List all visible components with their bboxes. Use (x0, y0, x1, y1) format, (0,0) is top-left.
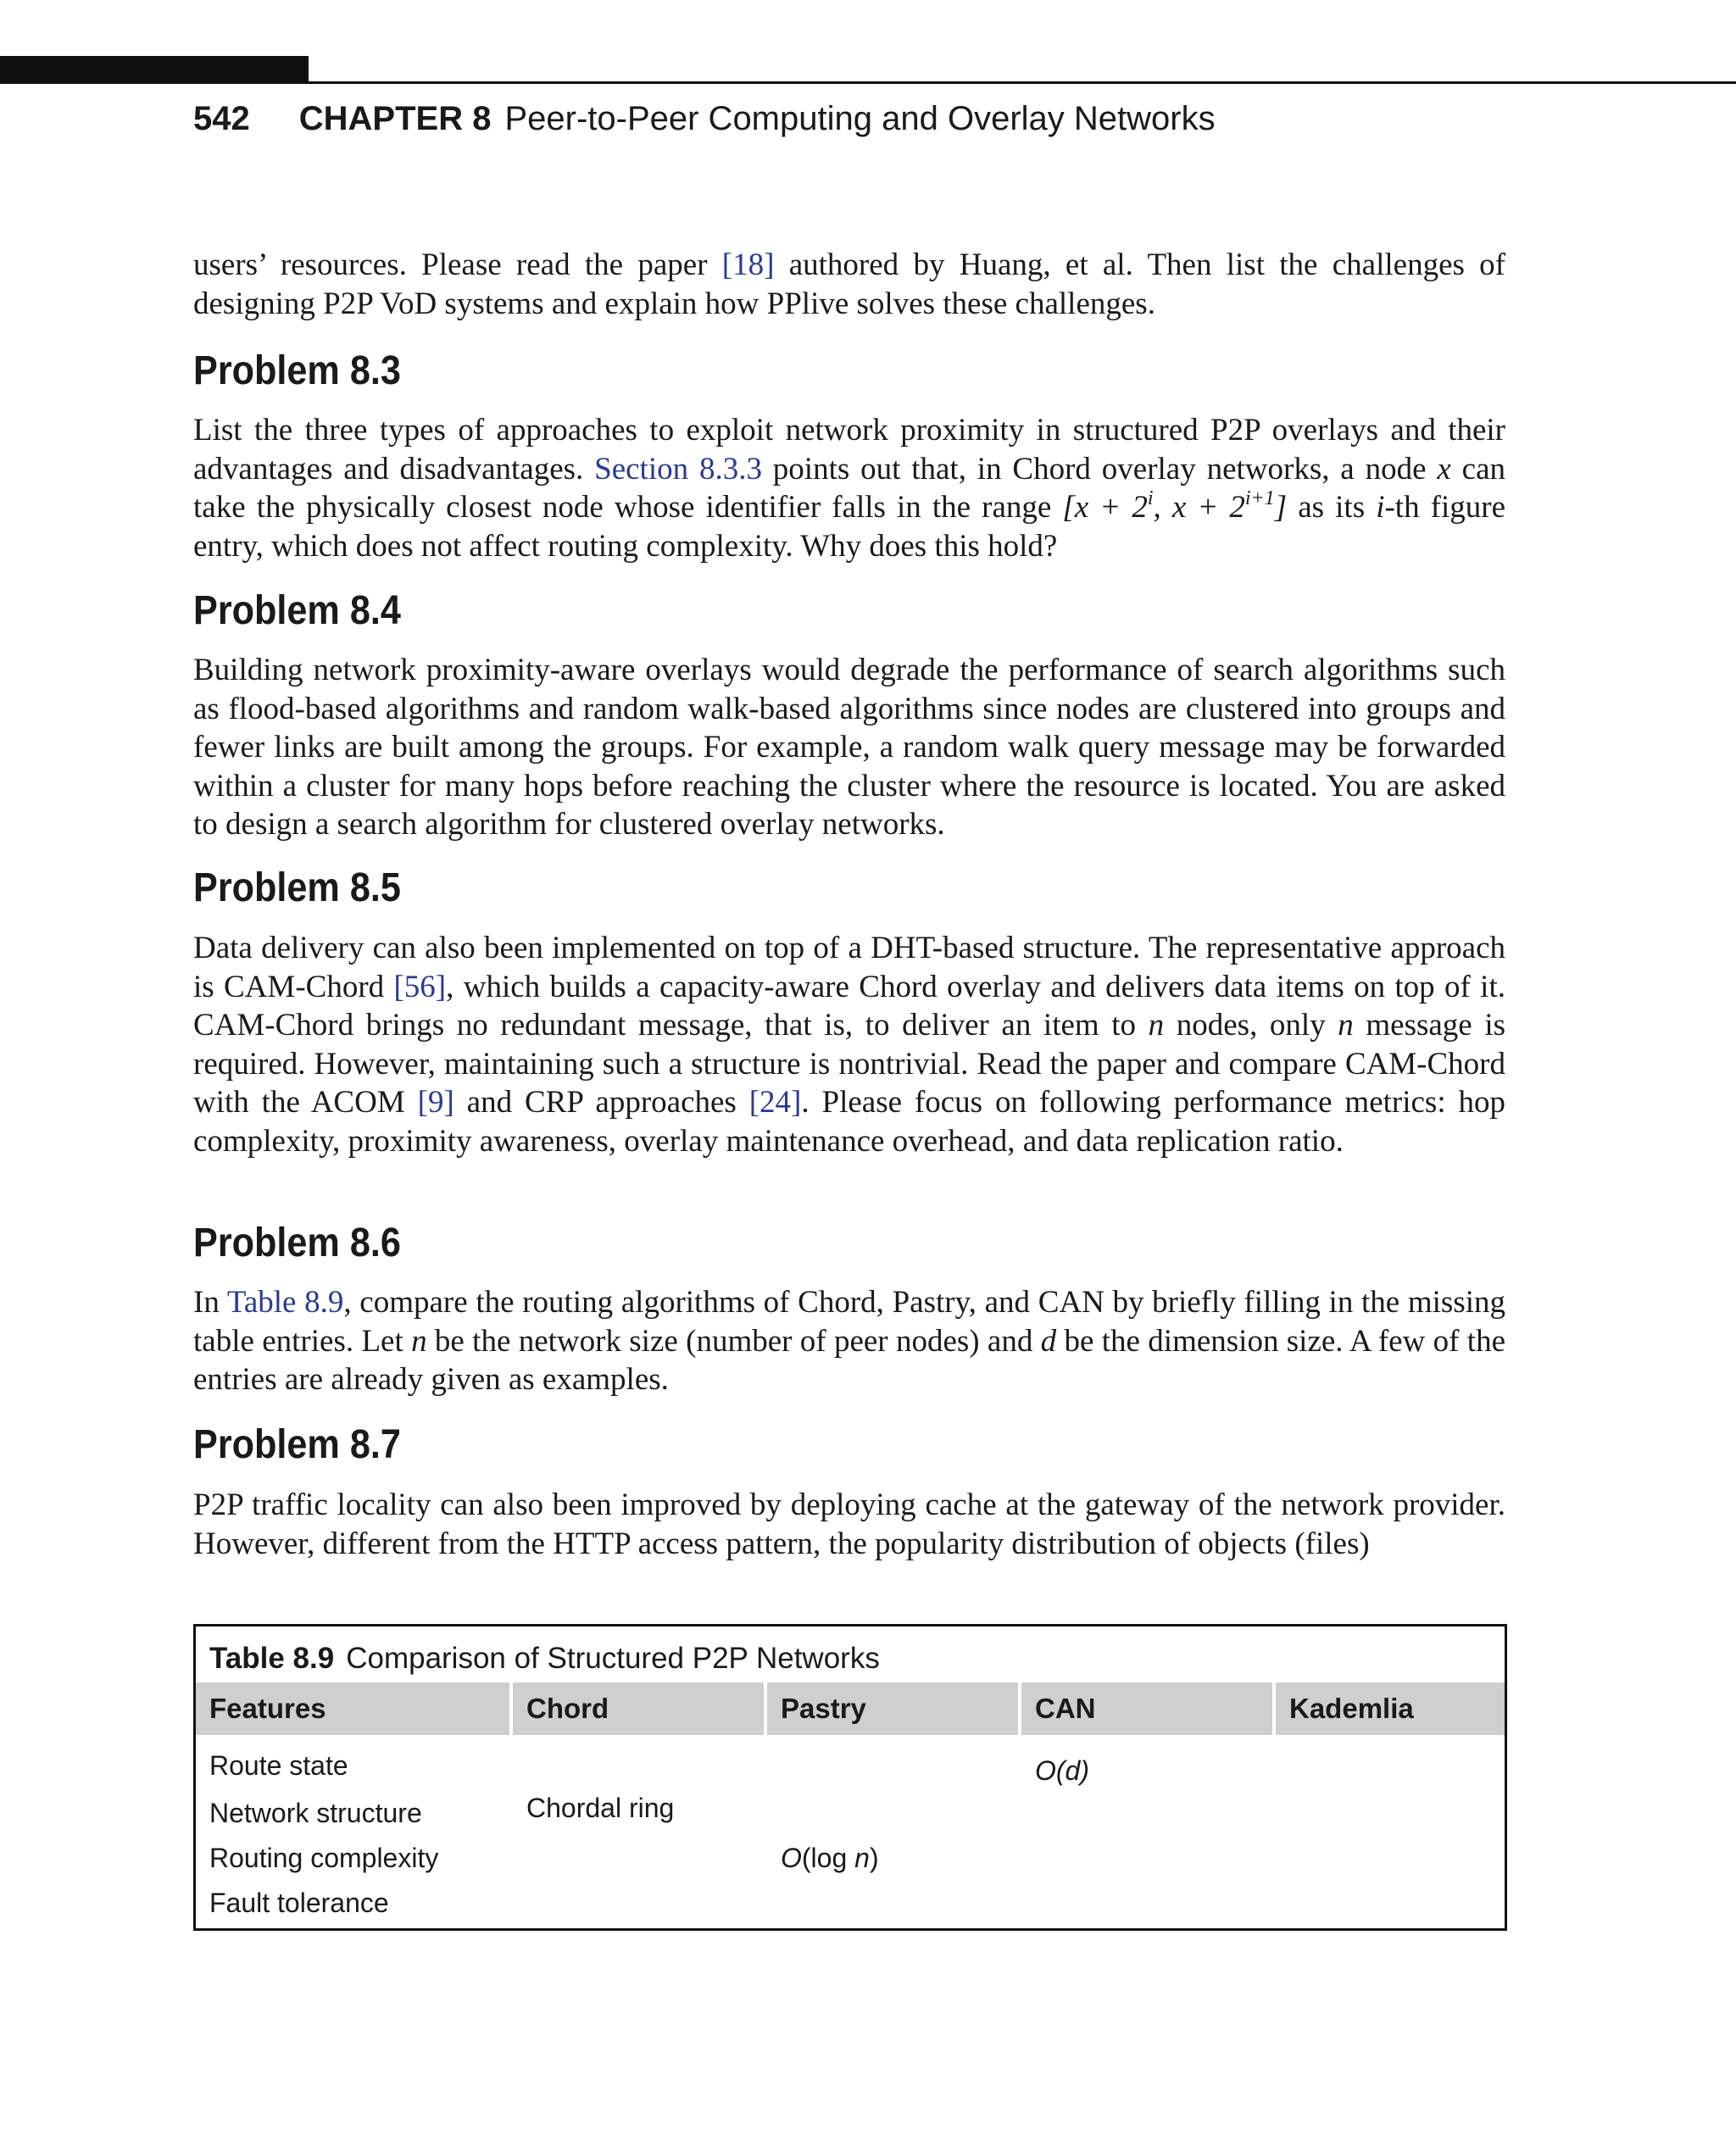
column-header-chord: Chord (513, 1682, 764, 1735)
range-expression: [$x + 2^i$, $x + 2^{i+1}$] (1062, 487, 1288, 525)
column-header-kademlia: Kademlia (1276, 1682, 1505, 1735)
table-caption-title: Comparison of Structured P2P Networks (346, 1642, 880, 1675)
table-caption-label: Table 8.9 (209, 1642, 335, 1675)
column-header-features: Features (196, 1682, 509, 1735)
row-label-routing-complexity: Routing complexity (209, 1843, 439, 1873)
row-label-route-state: Route state (209, 1750, 348, 1781)
table-link[interactable]: Table 8.9 (226, 1285, 344, 1320)
can-route-state-cell: O(d) (1035, 1755, 1089, 1786)
problem-8-7-heading: Problem 8.7 (193, 1422, 401, 1467)
running-head (193, 93, 1216, 144)
header-rule (309, 81, 1736, 84)
chapter-label: CHAPTER 8 (298, 100, 492, 137)
row-label-fault-tolerance: Fault tolerance (209, 1888, 389, 1918)
pastry-routing-complexity-cell: O(log n) (781, 1843, 879, 1873)
problem-8-7-text: P2P traffic locality can also been improved by deploying cache at the gateway of the network provider. However, different from the HTTP access pattern, the popularity distribution of objects (files) (193, 1488, 1505, 1561)
reference-link[interactable]: [9] (417, 1085, 454, 1120)
column-header-pastry: Pastry (767, 1682, 1018, 1735)
chord-network-structure-cell: Chordal ring (526, 1793, 675, 1823)
intro-paragraph: users’ resources. Please read the paper [18] authored by Huang, et al. Then list the challenges of designing P2P VoD systems and explain how PPlive solves these challenges. (193, 247, 1505, 321)
problem-8-4-text: Building network proximity-aware overlays would degrade the performance of search algorithms such as flood-based algorithms and random walk-based algorithms since nodes are clustered into groups and fewer links are built among the groups. For example, a random walk query message may be forwarded within a cluster for many hops before reaching the cluster where the resource is located. You are asked to design a search algorithm for clustered overlay networks. (193, 653, 1505, 842)
reference-link[interactable]: [18] (721, 247, 775, 282)
page-number: 542 (193, 100, 250, 137)
problem-8-5-text: Data delivery can also been implemented on top of a DHT-based structure. The representative approach is CAM-Chord [56], which builds a capacity-aware Chord overlay and delivers data items on top of it. CAM-Chord brings no redundant message, that is, to deliver an item to n nodes, only n message is required. However, maintaining such a structure is nontrivial. Read the paper and compare CAM-Chord with the ACOM [9] and CRP approaches [24]. Please focus on following performance metrics: hop complexity, proximity awareness, overlay maintenance overhead, and data replication ratio. (193, 931, 1506, 1159)
problem-8-6-text: In Table 8.9, compare the routing algorithms of Chord, Pastry, and CAN by briefly filling in the missing table entries. Let n be the network size (number of peer nodes) and d be the dimension size. A few of the entries are already given as examples. (193, 1285, 1505, 1397)
column-header-can: CAN (1021, 1682, 1272, 1735)
problem-8-3-text: List the three types of approaches to exploit network proximity in structured P2P overlays and their advantages and disadvantages. Section 8.3.3 points out that, in Chord overlay networks, a node x can take the physically closest node whose identifier falls in the range [$x + 2^i$, $x + 2^{i+1}$] as its i-th figure entry, which does not affect routing complexity. Why does this hold? (193, 413, 1505, 564)
problem-8-5-heading: Problem 8.5 (193, 865, 401, 910)
comparison-table (193, 1624, 1507, 1931)
problem-8-4-heading: Problem 8.4 (193, 588, 401, 633)
problem-8-3-heading: Problem 8.3 (193, 348, 401, 393)
problem-8-6-heading: Problem 8.6 (193, 1221, 401, 1265)
chapter-title: Peer-to-Peer Computing and Overlay Networks (504, 100, 1216, 137)
reference-link[interactable]: [56] (393, 969, 447, 1004)
table-caption (209, 1642, 880, 1676)
table-header-row (196, 1682, 1505, 1735)
section-link[interactable]: Section 8.3.3 (594, 451, 762, 487)
row-label-network-structure: Network structure (209, 1798, 422, 1828)
header-bar (0, 56, 309, 84)
reference-link[interactable]: [24] (748, 1085, 802, 1120)
